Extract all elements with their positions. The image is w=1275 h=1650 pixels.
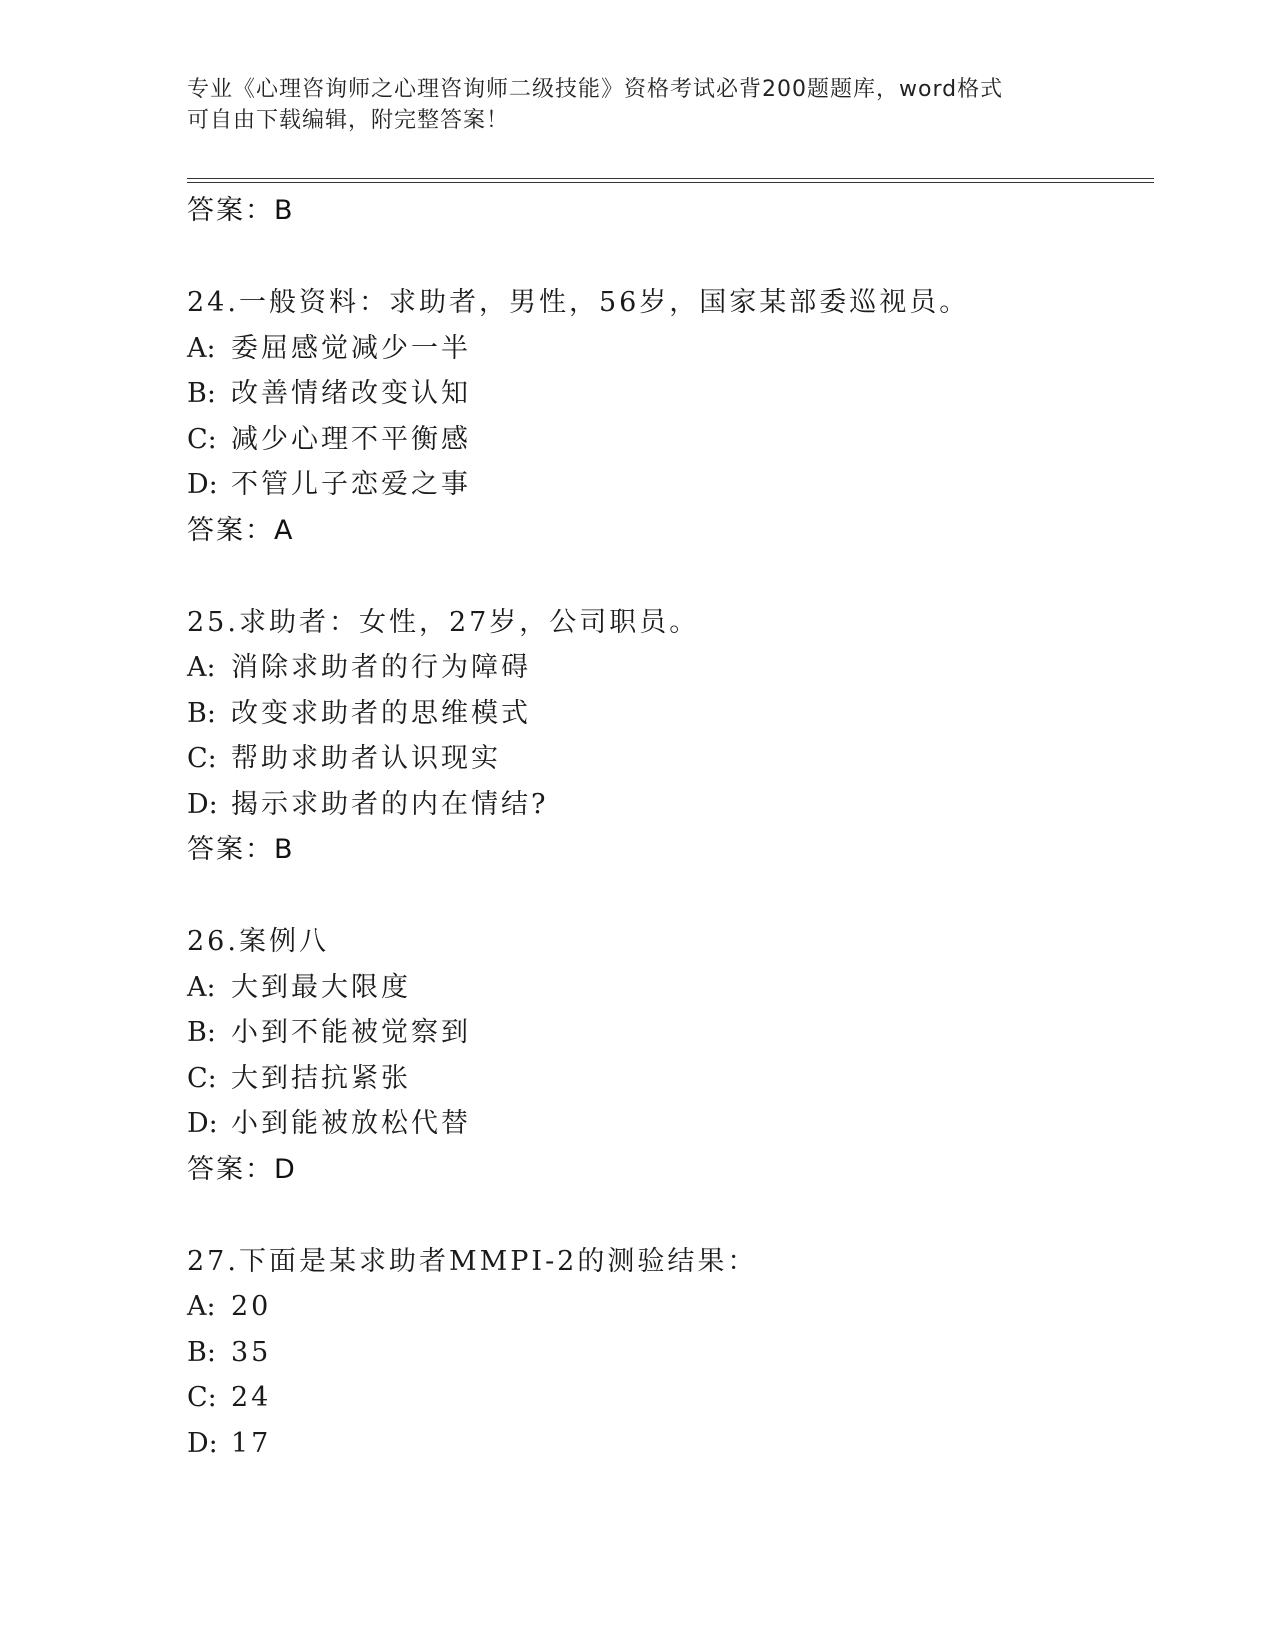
option-d xyxy=(187,1421,1147,1467)
option-label: B: xyxy=(187,378,216,409)
option-c xyxy=(187,736,1147,782)
option-text: 消除求助者的行为障碍 xyxy=(231,652,531,683)
question-answer: 答案：D xyxy=(187,1153,297,1185)
option-text: 揭示求助者的内在情结? xyxy=(231,788,549,820)
previous-answer: 答案：B xyxy=(187,195,295,226)
option-label: D: xyxy=(187,1427,218,1459)
header-divider-top xyxy=(187,178,1154,179)
option-text: 委屈感觉减少一半 xyxy=(231,332,471,364)
option-b xyxy=(187,1010,1147,1056)
option-text: 20 xyxy=(231,1291,272,1322)
option-text: 小到不能被觉察到 xyxy=(231,1017,471,1048)
option-text: 减少心理不平衡感 xyxy=(231,423,471,455)
question-25 xyxy=(187,600,1147,873)
option-label: A: xyxy=(187,332,216,364)
option-label: C: xyxy=(187,743,217,774)
option-b xyxy=(187,691,1147,737)
document-header xyxy=(187,74,1087,136)
option-text: 改善情绪改变认知 xyxy=(231,378,471,409)
option-c xyxy=(187,1375,1147,1421)
option-a xyxy=(187,326,1147,372)
option-c xyxy=(187,417,1147,463)
option-d xyxy=(187,782,1147,828)
option-text: 小到能被放松代替 xyxy=(231,1108,471,1139)
option-text: 17 xyxy=(231,1427,272,1459)
option-label: A: xyxy=(187,971,216,1003)
question-answer: 答案：A xyxy=(187,514,295,546)
question-list xyxy=(187,188,1147,1466)
option-a xyxy=(187,1284,1147,1330)
option-label: C: xyxy=(187,423,217,455)
option-a xyxy=(187,965,1147,1011)
question-title: 25.求助者：女性，27岁，公司职员。 xyxy=(187,606,700,638)
header-line-1: 专业《心理咨询师之心理咨询师二级技能》资格考试必背200题题库，word格式 xyxy=(187,77,1004,102)
option-label: B: xyxy=(187,1336,216,1368)
option-label: A: xyxy=(187,652,216,683)
option-label: B: xyxy=(187,1017,216,1048)
option-text: 35 xyxy=(231,1336,272,1368)
option-label: C: xyxy=(187,1062,217,1094)
option-text: 大到最大限度 xyxy=(231,971,411,1003)
option-text: 帮助求助者认识现实 xyxy=(231,743,501,774)
option-d xyxy=(187,1101,1147,1147)
question-answer: 答案：B xyxy=(187,834,295,865)
option-b xyxy=(187,1330,1147,1376)
option-text: 24 xyxy=(231,1382,272,1413)
option-a xyxy=(187,645,1147,691)
option-d xyxy=(187,462,1147,508)
option-label: C: xyxy=(187,1382,217,1413)
option-text: 不管儿子恋爱之事 xyxy=(231,469,471,500)
question-title: 24.一般资料：求助者，男性，56岁，国家某部委巡视员。 xyxy=(187,287,970,318)
question-24 xyxy=(187,280,1147,553)
question-title: 27.下面是某求助者MMPI-2的测验结果： xyxy=(187,1245,758,1277)
question-27 xyxy=(187,1239,1147,1467)
option-c xyxy=(187,1056,1147,1102)
header-divider-bottom xyxy=(187,182,1154,183)
option-label: D: xyxy=(187,788,218,820)
question-26 xyxy=(187,919,1147,1192)
option-label: D: xyxy=(187,1108,218,1139)
option-b xyxy=(187,371,1147,417)
option-text: 大到拮抗紧张 xyxy=(231,1062,411,1094)
header-line-2: 可自由下载编辑，附完整答案！ xyxy=(187,108,510,133)
question-title: 26.案例八 xyxy=(187,926,329,957)
option-label: B: xyxy=(187,697,216,729)
option-text: 改变求助者的思维模式 xyxy=(231,697,531,729)
option-label: D: xyxy=(187,469,218,500)
option-label: A: xyxy=(187,1291,216,1322)
